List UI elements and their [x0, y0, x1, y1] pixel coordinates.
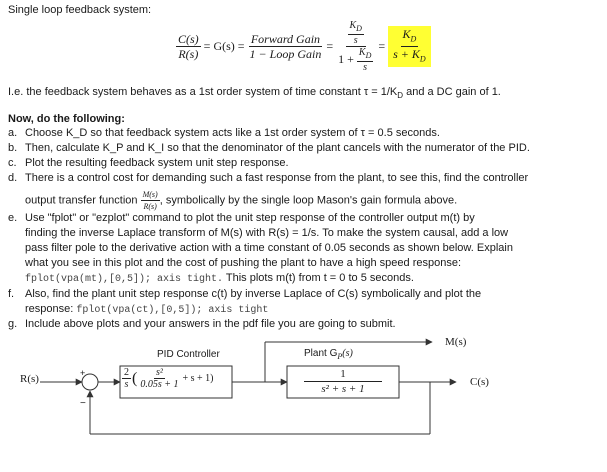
lhs-fraction — [176, 32, 201, 61]
lhs-denominator: R(s) — [178, 47, 199, 61]
plus-sign: + — [80, 368, 86, 378]
pid-transfer-function: $\frac{2}{s}$ ( $\frac{\text{s²}}{0.05s + 1}$ + s + 1) — [124, 367, 214, 390]
task-item-d: d. There is a control cost for demanding such a fast response from the plant, to see this, find the controller output transfer function $\frac{M(s)}{R(s)}$ , symbolically by the single loop Mason's gain formula above. — [8, 172, 529, 211]
lhs-numerator: C(s) — [178, 32, 199, 46]
forward-gain: Forward Gain — [250, 32, 321, 46]
task-item-c: c. Plot the resulting feedback system unit step response. — [8, 157, 289, 169]
pid-controller-label: PID Controller — [157, 349, 220, 360]
minus-sign: − — [80, 398, 86, 409]
highlighted-result: $\frac{K_D}{s + K_D}$ — [388, 26, 431, 68]
m-output-label: M(s) — [445, 336, 467, 348]
task-heading: Now, do the following: — [8, 113, 125, 125]
task-item-b: b. Then, calculate K_P and K_I so that the denominator of the plant cancels with the numerator of the PID. — [8, 142, 530, 154]
kd-compound-fraction: $\frac{K_D}{s}$ 1 + $\frac{K_D}{s}$ — [338, 20, 372, 73]
equals-2: = — [326, 39, 334, 53]
g-equals: = G(s) = — [203, 39, 245, 53]
r-input-label: R(s) — [20, 373, 39, 385]
page-title: Single loop feedback system: — [8, 4, 152, 16]
task-item-f: f. Also, find the plant unit step response c(t) by inverse Laplace of C(s) symbolically and plot the response: fplot(vpa(ct),[0,5]); axis tight — [8, 288, 482, 316]
equals-3: = — [378, 39, 386, 53]
interpretation: I.e. the feedback system behaves as a 1st order system of time constant $\tau = 1/K_D$ and a DC gain of 1. — [8, 86, 501, 101]
plant-label: Plant $G_P(s)$ — [304, 348, 353, 361]
loop-gain: 1 − Loop Gain — [249, 47, 322, 61]
transfer-function-equation — [176, 20, 431, 73]
masons-fraction — [248, 32, 324, 61]
task-item-g: g. Include above plots and your answers in the pdf file you are going to submit. — [8, 318, 396, 330]
c-output-label: C(s) — [470, 376, 489, 388]
plant-transfer-function: $\frac{1}{\text{s² + s + 1}}$ — [306, 367, 380, 396]
task-item-a: a. Choose K_D so that feedback system acts like a 1st order system of τ = 0.5 seconds. — [8, 127, 440, 139]
task-item-e: e. Use "fplot" or "ezplot" command to plot the unit step response of the controller output m(t) by finding the inverse Laplace transform of M(s) with R(s) = 1/s. To make the system causal, add a low pass filter pole to the derivative action with a time constant of 0.05 seconds as shown below. Explain what you see in this plot and the cost of pushing the plant to have a high speed response: fplot(vpa(mt),[0,5]); axis tight. This plots m(t) from t = 0 to 5 seconds. — [8, 212, 513, 285]
